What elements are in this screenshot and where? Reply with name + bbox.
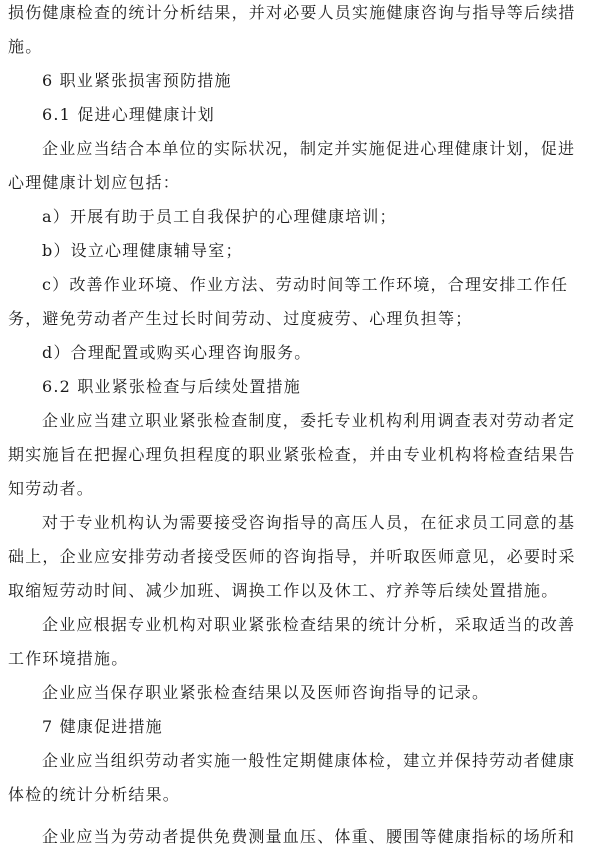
text-line: 础上，企业应安排劳动者接受医师的咨询指导，并听取医师意见，必要时采 xyxy=(8,547,576,566)
list-item-a: a）开展有助于员工自我保护的心理健康培训； xyxy=(42,207,397,226)
text-line: 知劳动者。 xyxy=(8,479,95,498)
text-line: 施。 xyxy=(8,37,43,56)
text-line: 企业应根据专业机构对职业紧张检查结果的统计分析，采取适当的改善 xyxy=(42,615,576,634)
text-line: 取缩短劳动时间、减少加班、调换工作以及休工、疗养等后续处置措施。 xyxy=(8,581,559,600)
section-heading-6: 6 职业紧张损害预防措施 xyxy=(42,71,232,90)
text-line: 对于专业机构认为需要接受咨询指导的高压人员，在征求员工同意的基 xyxy=(42,513,576,532)
list-item-d: d）合理配置或购买心理咨询服务。 xyxy=(42,343,312,362)
text-line: 体检的统计分析结果。 xyxy=(8,785,181,804)
text-line: 心理健康计划应包括： xyxy=(8,173,181,192)
text-line: 务，避免劳动者产生过长时间劳动、过度疲劳、心理负担等； xyxy=(8,309,473,328)
text-line: 企业应当组织劳动者实施一般性定期健康体检，建立并保持劳动者健康 xyxy=(42,751,576,770)
text-line: 损伤健康检查的统计分析结果，并对必要人员实施健康咨询与指导等后续措 xyxy=(8,3,576,22)
list-item-c: c）改善作业环境、作业方法、劳动时间等工作环境，合理安排工作任 xyxy=(42,275,569,294)
section-heading-6-1: 6.1 促进心理健康计划 xyxy=(42,105,215,124)
section-heading-7: 7 健康促进措施 xyxy=(42,717,163,736)
text-line: 工作环境措施。 xyxy=(8,649,129,668)
text-line: 企业应当为劳动者提供免费测量血压、体重、腰围等健康指标的场所和 xyxy=(42,827,576,846)
list-item-b: b）设立心理健康辅导室； xyxy=(42,241,243,260)
text-line: 企业应当建立职业紧张检查制度，委托专业机构利用调查表对劳动者定 xyxy=(42,411,576,430)
section-heading-6-2: 6.2 职业紧张检查与后续处置措施 xyxy=(42,377,301,396)
text-line: 企业应当保存职业紧张检查结果以及医师咨询指导的记录。 xyxy=(42,683,490,702)
text-line: 期实施旨在把握心理负担程度的职业紧张检查，并由专业机构将检查结果告 xyxy=(8,445,576,464)
text-line: 企业应当结合本单位的实际状况，制定并实施促进心理健康计划，促进 xyxy=(42,139,576,158)
